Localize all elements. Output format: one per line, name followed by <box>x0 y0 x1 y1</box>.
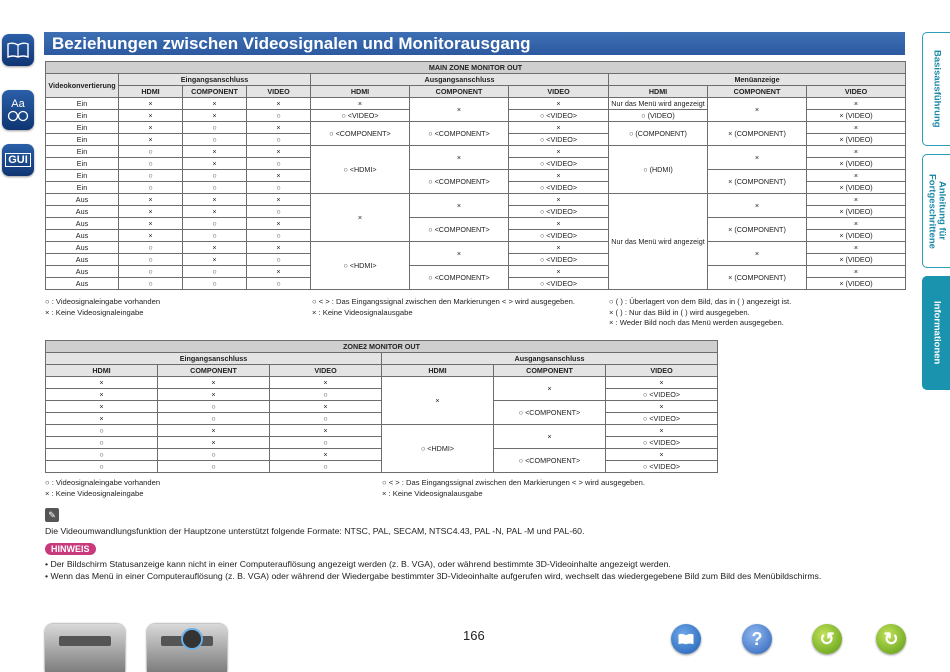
in-comp-cell: × <box>183 242 247 254</box>
in-hdmi-cell: × <box>46 377 158 389</box>
out-comp-cell: × <box>410 98 509 122</box>
in-comp-cell: × <box>158 425 270 437</box>
in-video-cell: × <box>270 449 382 461</box>
table-row <box>46 170 906 182</box>
in-hdmi-cell: ○ <box>119 182 183 194</box>
legend-line: × : Weder Bild noch das Menü werden ausgegeben. <box>609 318 784 327</box>
sub-header: VIDEO <box>807 86 906 98</box>
out-video-cell: × <box>606 401 718 413</box>
help-icon[interactable] <box>742 624 772 654</box>
out-video-cell: ○ <VIDEO> <box>509 230 609 242</box>
out-video-cell: ○ <VIDEO> <box>509 134 609 146</box>
out-comp-cell: ○ <COMPONENT> <box>410 170 509 194</box>
out-hdmi-cell: ○ <COMPONENT> <box>311 122 410 146</box>
menu-video-cell: × <box>807 98 906 110</box>
sub-header: HDMI <box>609 86 708 98</box>
hinweis-list <box>45 559 821 582</box>
sub-header: VIDEO <box>606 365 718 377</box>
in-video-cell: ○ <box>247 254 311 266</box>
legend-line: ○ ( ) : Überlagert von dem Bild, das in ( ) angezeigt ist. <box>609 297 792 306</box>
in-hdmi-cell: × <box>119 110 183 122</box>
menu-video-cell: × (VIDEO) <box>807 182 906 194</box>
in-hdmi-cell: × <box>46 413 158 425</box>
conv-cell: Ein <box>46 182 119 194</box>
out-video-cell: ○ <VIDEO> <box>509 110 609 122</box>
in-video-cell: ○ <box>270 437 382 449</box>
pencil-icon: ✎ <box>45 508 59 522</box>
zone2-caption: ZONE2 MONITOR OUT <box>46 341 718 353</box>
out-hdmi-cell: × <box>382 377 494 425</box>
sub-header: HDMI <box>311 86 410 98</box>
in-comp-cell: × <box>183 110 247 122</box>
sub-header: HDMI <box>119 86 183 98</box>
in-comp-cell: × <box>158 377 270 389</box>
contents-book-icon[interactable] <box>2 34 34 66</box>
in-video-cell: × <box>270 425 382 437</box>
in-header: Eingangsanschluss <box>119 74 311 86</box>
glasses-icon <box>7 110 29 122</box>
sub-header: VIDEO <box>270 365 382 377</box>
menu-hdmi-cell: Nur das Menü wird angezeigt <box>609 98 708 110</box>
menu-video-cell: × <box>807 218 906 230</box>
menu-comp-cell: × <box>708 194 807 218</box>
conv-cell: Aus <box>46 254 119 266</box>
in-hdmi-cell: × <box>119 206 183 218</box>
in-hdmi-cell: ○ <box>46 461 158 473</box>
in-video-cell: × <box>270 377 382 389</box>
in-comp-cell: × <box>183 146 247 158</box>
in-video-cell: × <box>247 146 311 158</box>
in-video-cell: ○ <box>247 182 311 194</box>
sub-header: HDMI <box>382 365 494 377</box>
out-comp-cell: × <box>410 194 509 218</box>
sub-header: COMPONENT <box>183 86 247 98</box>
in-video-cell: ○ <box>247 206 311 218</box>
out-video-cell: × <box>509 146 609 158</box>
out-video-cell: ○ <VIDEO> <box>509 278 609 290</box>
gui-label: GUI <box>5 153 31 167</box>
sub-header: HDMI <box>46 365 158 377</box>
menu-video-cell: × <box>807 266 906 278</box>
menu-video-cell: × (VIDEO) <box>807 254 906 266</box>
menu-hdmi-cell: ○ (HDMI) <box>609 146 708 194</box>
in-comp-cell: × <box>158 437 270 449</box>
in-hdmi-cell: ○ <box>119 146 183 158</box>
out-video-cell: ○ <VIDEO> <box>509 158 609 170</box>
page-title: Beziehungen zwischen Videosignalen und Monitorausgang <box>44 32 905 55</box>
in-video-cell: ○ <box>247 110 311 122</box>
in-hdmi-cell: × <box>119 194 183 206</box>
menu-video-cell: × (VIDEO) <box>807 158 906 170</box>
in-hdmi-cell: ○ <box>119 254 183 266</box>
menu-comp-cell: × <box>708 146 807 170</box>
menu-comp-cell: × <box>708 98 807 122</box>
menu-video-cell: × <box>807 146 906 158</box>
out-hdmi-cell: ○ <HDMI> <box>382 425 494 473</box>
out-video-cell: ○ <VIDEO> <box>606 413 718 425</box>
out-video-cell: × <box>509 170 609 182</box>
menu-hdmi-cell: ○ (VIDEO) <box>609 110 708 122</box>
in-video-cell: ○ <box>247 278 311 290</box>
conv-cell: Ein <box>46 170 119 182</box>
in-hdmi-cell: × <box>119 134 183 146</box>
conv-cell: Aus <box>46 218 119 230</box>
menu-video-cell: × <box>807 170 906 182</box>
out-comp-cell: ○ <COMPONENT> <box>410 218 509 242</box>
menu-comp-cell: × <box>708 242 807 266</box>
menu-comp-cell: × (COMPONENT) <box>708 266 807 290</box>
menu-video-cell: × (VIDEO) <box>807 278 906 290</box>
out-video-cell: ○ <VIDEO> <box>606 437 718 449</box>
out-hdmi-cell: ○ <HDMI> <box>311 242 410 290</box>
legend-line: ○ < > : Das Eingangssignal zwischen den Markierungen < > wird ausgegeben. <box>312 297 575 306</box>
hinweis-item: • Der Bildschirm Statusanzeige kann nicht in einer Computerauflösung angezeigt werden (z. B. VGA), oder während bestimmte 3D-Videoinhalte angezeigt werden. <box>45 559 671 569</box>
in-comp-cell: ○ <box>158 401 270 413</box>
forward-glyph: ↻ <box>883 628 899 649</box>
in-video-cell: × <box>247 122 311 134</box>
tab-label: Basisausführung <box>931 50 943 128</box>
table-row <box>46 218 906 230</box>
out-video-cell: × <box>509 266 609 278</box>
conv-cell: Ein <box>46 110 119 122</box>
conv-header: Videokonvertierung <box>46 74 119 98</box>
in-comp-cell: ○ <box>183 278 247 290</box>
menu-video-cell: × <box>807 122 906 134</box>
out-video-cell: ○ <VIDEO> <box>509 182 609 194</box>
in-video-cell: × <box>270 401 382 413</box>
out-comp-cell: ○ <COMPONENT> <box>410 266 509 290</box>
tab-informationen[interactable] <box>922 276 950 390</box>
table-row <box>46 98 906 110</box>
table-row <box>46 242 906 254</box>
legend-line: ○ : Videosignaleingabe vorhanden <box>45 478 161 487</box>
menu-video-cell: × (VIDEO) <box>807 230 906 242</box>
in-hdmi-cell: × <box>46 401 158 413</box>
out-comp-cell: ○ <COMPONENT> <box>410 122 509 146</box>
out-comp-cell: ○ <COMPONENT> <box>494 449 606 473</box>
tab-label: Informationen <box>931 301 943 365</box>
legend2-output <box>382 478 645 499</box>
out-hdmi-cell: ○ <VIDEO> <box>311 110 410 122</box>
contents-book-icon[interactable] <box>671 624 701 654</box>
in-comp-cell: × <box>183 254 247 266</box>
in-video-cell: ○ <box>247 230 311 242</box>
in-hdmi-cell: ○ <box>119 158 183 170</box>
main-caption: MAIN ZONE MONITOR OUT <box>46 62 906 74</box>
conv-cell: Ein <box>46 146 119 158</box>
out-hdmi-cell: ○ <HDMI> <box>311 146 410 194</box>
conv-cell: Ein <box>46 122 119 134</box>
in-comp-cell: × <box>158 389 270 401</box>
in-video-cell: ○ <box>270 413 382 425</box>
in-hdmi-cell: × <box>119 98 183 110</box>
menu-video-cell: × <box>807 194 906 206</box>
menu-video-cell: × (VIDEO) <box>807 110 906 122</box>
back-icon[interactable] <box>812 624 842 654</box>
out-comp-cell: × <box>494 425 606 449</box>
table-row <box>46 266 906 278</box>
conv-cell: Ein <box>46 134 119 146</box>
out-video-cell: ○ <VIDEO> <box>606 461 718 473</box>
out-video-cell: ○ <VIDEO> <box>606 389 718 401</box>
out-video-cell: ○ <VIDEO> <box>509 206 609 218</box>
sub-header: VIDEO <box>509 86 609 98</box>
menu-video-cell: × <box>807 242 906 254</box>
out-video-cell: ○ <VIDEO> <box>509 254 609 266</box>
out-video-cell: × <box>509 218 609 230</box>
tab-label: Anleitung für Fortgeschrittene <box>926 173 948 249</box>
conv-cell: Aus <box>46 278 119 290</box>
in-hdmi-cell: ○ <box>46 425 158 437</box>
in-comp-cell: ○ <box>183 122 247 134</box>
out-video-cell: × <box>509 98 609 110</box>
sub-header: VIDEO <box>247 86 311 98</box>
in-comp-cell: × <box>183 194 247 206</box>
legend-line: × : Keine Videosignaleingabe <box>45 307 144 317</box>
table-row <box>46 425 718 437</box>
sub-header: COMPONENT <box>708 86 807 98</box>
in-comp-cell: ○ <box>183 218 247 230</box>
out-header: Ausgangsanschluss <box>382 353 718 365</box>
in-hdmi-cell: × <box>46 389 158 401</box>
note-text: Die Videoumwandlungsfunktion der Hauptzone unterstützt folgende Formate: NTSC, PAL, SECAM, NTSC4.43, PAL -N, PAL -M und PAL-60. <box>45 526 585 536</box>
out-video-cell: × <box>509 194 609 206</box>
conv-cell: Aus <box>46 242 119 254</box>
table-row <box>46 146 906 158</box>
menu-header: Menüanzeige <box>609 74 906 86</box>
tab-anleitung[interactable] <box>922 154 950 268</box>
main-zone-table <box>45 61 906 290</box>
menu-hdmi-cell: Nur das Menü wird angezeigt <box>609 194 708 290</box>
conv-cell: Ein <box>46 98 119 110</box>
in-comp-cell: ○ <box>183 230 247 242</box>
in-hdmi-cell: ○ <box>46 449 158 461</box>
sub-header: COMPONENT <box>158 365 270 377</box>
in-comp-cell: ○ <box>158 461 270 473</box>
in-video-cell: ○ <box>270 461 382 473</box>
in-comp-cell: ○ <box>158 413 270 425</box>
legend-menu <box>609 297 791 329</box>
in-header: Eingangsanschluss <box>46 353 382 365</box>
in-video-cell: × <box>247 218 311 230</box>
menu-video-cell: × (VIDEO) <box>807 134 906 146</box>
in-comp-cell: ○ <box>158 449 270 461</box>
out-comp-cell: × <box>410 146 509 170</box>
in-video-cell: × <box>247 194 311 206</box>
in-comp-cell: ○ <box>183 170 247 182</box>
legend-line: × : Keine Videosignalausgabe <box>382 488 483 498</box>
legend-line: ○ < > : Das Eingangssignal zwischen den Markierungen < > wird ausgegeben. <box>382 478 645 487</box>
back-glyph: ↺ <box>819 628 835 649</box>
zone2-table <box>45 340 718 473</box>
out-comp-cell: × <box>410 242 509 266</box>
in-video-cell: × <box>247 242 311 254</box>
conv-cell: Aus <box>46 206 119 218</box>
in-hdmi-cell: ○ <box>119 266 183 278</box>
table-row <box>46 122 906 134</box>
legend2-input <box>45 478 160 499</box>
in-hdmi-cell: × <box>119 122 183 134</box>
conv-cell: Aus <box>46 266 119 278</box>
in-comp-cell: ○ <box>183 134 247 146</box>
legend-input <box>45 297 160 318</box>
hinweis-item: • Wenn das Menü in einer Computerauflösung (z. B. VGA) oder während der Wiedergabe bestimmter 3D-Videoinhalte aufgerufen wird, wechselt das wiedergegebene Bild zum Bild des Menübildschirms. <box>45 570 822 581</box>
page-number: 166 <box>463 628 485 643</box>
out-comp-cell: ○ <COMPONENT> <box>494 401 606 425</box>
out-hdmi-cell: × <box>311 98 410 110</box>
legend-output <box>312 297 575 318</box>
menu-video-cell: × (VIDEO) <box>807 206 906 218</box>
menu-comp-cell: × (COMPONENT) <box>708 122 807 146</box>
table-row <box>46 377 718 389</box>
menu-comp-cell: × (COMPONENT) <box>708 218 807 242</box>
aa-label: Aa <box>11 98 25 110</box>
table-row <box>46 194 906 206</box>
in-video-cell: × <box>247 266 311 278</box>
out-hdmi-cell: × <box>311 194 410 242</box>
out-video-cell: × <box>509 122 609 134</box>
in-hdmi-cell: × <box>119 218 183 230</box>
in-hdmi-cell: ○ <box>119 278 183 290</box>
out-comp-cell: × <box>494 377 606 401</box>
out-video-cell: × <box>606 377 718 389</box>
in-video-cell: ○ <box>247 134 311 146</box>
legend-line: ○ : Videosignaleingabe vorhanden <box>45 297 161 306</box>
receiver-front-icon[interactable] <box>45 624 125 672</box>
gui-button[interactable] <box>2 144 34 176</box>
forward-icon[interactable] <box>876 624 906 654</box>
conv-cell: Aus <box>46 230 119 242</box>
conv-cell: Aus <box>46 194 119 206</box>
legend-line: × ( ) : Nur das Bild in ( ) wird ausgegeben. <box>609 307 750 317</box>
out-header: Ausgangsanschluss <box>311 74 609 86</box>
help-glyph: ? <box>751 628 763 649</box>
legend-line: × : Keine Videosignalausgabe <box>312 307 413 317</box>
tab-basisausfuehrung[interactable] <box>922 32 950 146</box>
in-hdmi-cell: ○ <box>46 437 158 449</box>
in-comp-cell: × <box>183 98 247 110</box>
sub-header: COMPONENT <box>410 86 509 98</box>
menu-hdmi-cell: ○ (COMPONENT) <box>609 122 708 146</box>
in-comp-cell: ○ <box>183 182 247 194</box>
legend-line: × : Keine Videosignaleingabe <box>45 488 144 498</box>
in-comp-cell: ○ <box>183 266 247 278</box>
in-comp-cell: × <box>183 206 247 218</box>
index-button[interactable] <box>2 90 34 130</box>
out-video-cell: × <box>606 449 718 461</box>
in-video-cell: ○ <box>247 158 311 170</box>
in-video-cell: × <box>247 170 311 182</box>
out-video-cell: × <box>606 425 718 437</box>
sub-header: COMPONENT <box>494 365 606 377</box>
menu-comp-cell: × (COMPONENT) <box>708 170 807 194</box>
in-hdmi-cell: ○ <box>119 242 183 254</box>
receiver-display-icon[interactable] <box>147 624 227 672</box>
in-hdmi-cell: ○ <box>119 170 183 182</box>
in-video-cell: × <box>247 98 311 110</box>
out-video-cell: × <box>509 242 609 254</box>
conv-cell: Ein <box>46 158 119 170</box>
hinweis-badge: HINWEIS <box>45 543 96 555</box>
in-hdmi-cell: × <box>119 230 183 242</box>
in-comp-cell: × <box>183 158 247 170</box>
in-video-cell: ○ <box>270 389 382 401</box>
